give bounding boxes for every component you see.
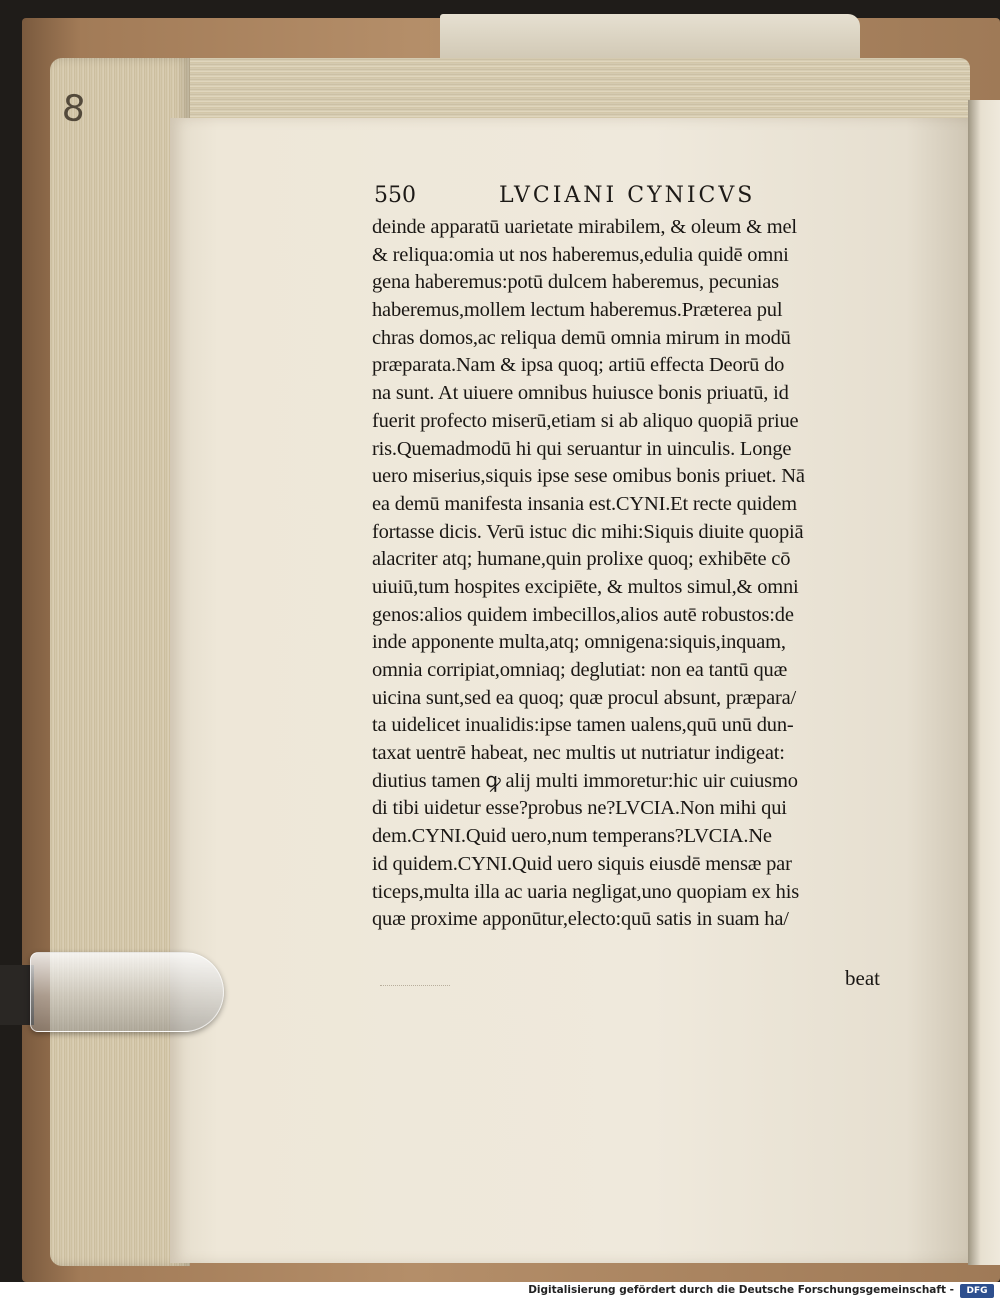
text-line: fortasse dicis. Verū istuc dic mihi:Siquis diuite quopiā: [372, 520, 804, 543]
shelfmark-text: 8: [60, 87, 87, 131]
text-line: & reliqua:omia ut nos haberemus,edulia quidē omni: [372, 243, 789, 266]
text-line: quæ proxime apponūtur,electo:quū satis in suam ha/: [372, 908, 789, 931]
right-page-edge: [968, 100, 1000, 1265]
text-line: ta uidelicet inualidis:ipse tamen ualens,quū unū dun-: [372, 714, 794, 737]
text-line: dem.CYNI.Quid uero,num temperans?LVCIA.Ne: [372, 825, 772, 848]
text-line: ea demū manifesta insania est.CYNI.Et recte quidem: [372, 492, 797, 515]
funding-credit: Digitalisierung gefördert durch die Deutsche Forschungsgemeinschaft -: [528, 1284, 954, 1296]
text-line: uero miserius,siquis ipse sese omibus bonis priuet. Nā: [372, 465, 805, 488]
text-line: gena haberemus:potū dulcem haberemus, pecunias: [372, 271, 779, 294]
text-line: inde apponente multa,atq; omnigena:siquis,inquam,: [372, 631, 786, 654]
text-line: omnia corripiat,omniaq; deglutiat: non ea tantū quæ: [372, 659, 788, 681]
glass-page-clamp: [30, 952, 224, 1032]
page-top-edge: [70, 58, 970, 120]
text-line: diutius tamen ꝙ alij multi immoretur:hic uir cuiusmo: [372, 769, 798, 792]
text-line: na sunt. At uiuere omnibus huiusce bonis priuatū, id: [372, 382, 789, 405]
text-line: chras domos,ac reliqua demū omnia mirum in modū: [372, 326, 791, 349]
footer-bar: [0, 1282, 1000, 1301]
folio-number: 550: [374, 183, 416, 208]
catchword: beat: [845, 966, 880, 990]
book-spine-strip: [440, 14, 860, 64]
running-head: [374, 183, 794, 213]
text-line: deinde apparatū uarietate mirabilem, & oleum & mel: [372, 216, 797, 238]
dfg-logo-icon: DFG: [960, 1284, 994, 1298]
text-line: uiuiū,tum hospites excipiēte, & multos simul,& omni: [372, 575, 799, 598]
text-line: genos:alios quidem imbecillos,alios autē robustos:de: [372, 603, 794, 626]
text-line: haberemus,mollem lectum haberemus.Præterea pul: [372, 299, 783, 322]
running-head-title: LVCIANI CYNICVS: [499, 183, 756, 208]
text-line: uicina sunt,sed ea quoq; quæ procul absunt, præpara/: [372, 686, 796, 709]
text-line: præparata.Nam & ipsa quoq; artiū effecta Deorū do: [372, 354, 785, 377]
shelfmark: [53, 87, 174, 212]
text-line: fuerit profecto miserū,etiam si ab aliquo quopiā priue: [372, 409, 799, 432]
faint-mark: [380, 985, 450, 992]
text-line: alacriter atq; humane,quin prolixe quoq; exhibēte cō: [372, 548, 791, 571]
text-line: id quidem.CYNI.Quid uero siquis eiusdē mensæ par: [372, 852, 792, 875]
text-line: ticeps,multa illa ac uaria negligat,uno quopiam ex his: [372, 880, 799, 903]
page-fore-edge: [50, 58, 190, 1266]
text-line: ris.Quemadmodū hi qui seruantur in uinculis. Longe: [372, 437, 792, 460]
body-text: [372, 214, 917, 934]
text-line: di tibi uidetur esse?probus ne?LVCIA.Non mihi qui: [372, 797, 787, 820]
text-line: taxat uentrē habeat, nec multis ut nutriatur indigeat:: [372, 742, 785, 765]
clamp-bar: [0, 965, 34, 1025]
